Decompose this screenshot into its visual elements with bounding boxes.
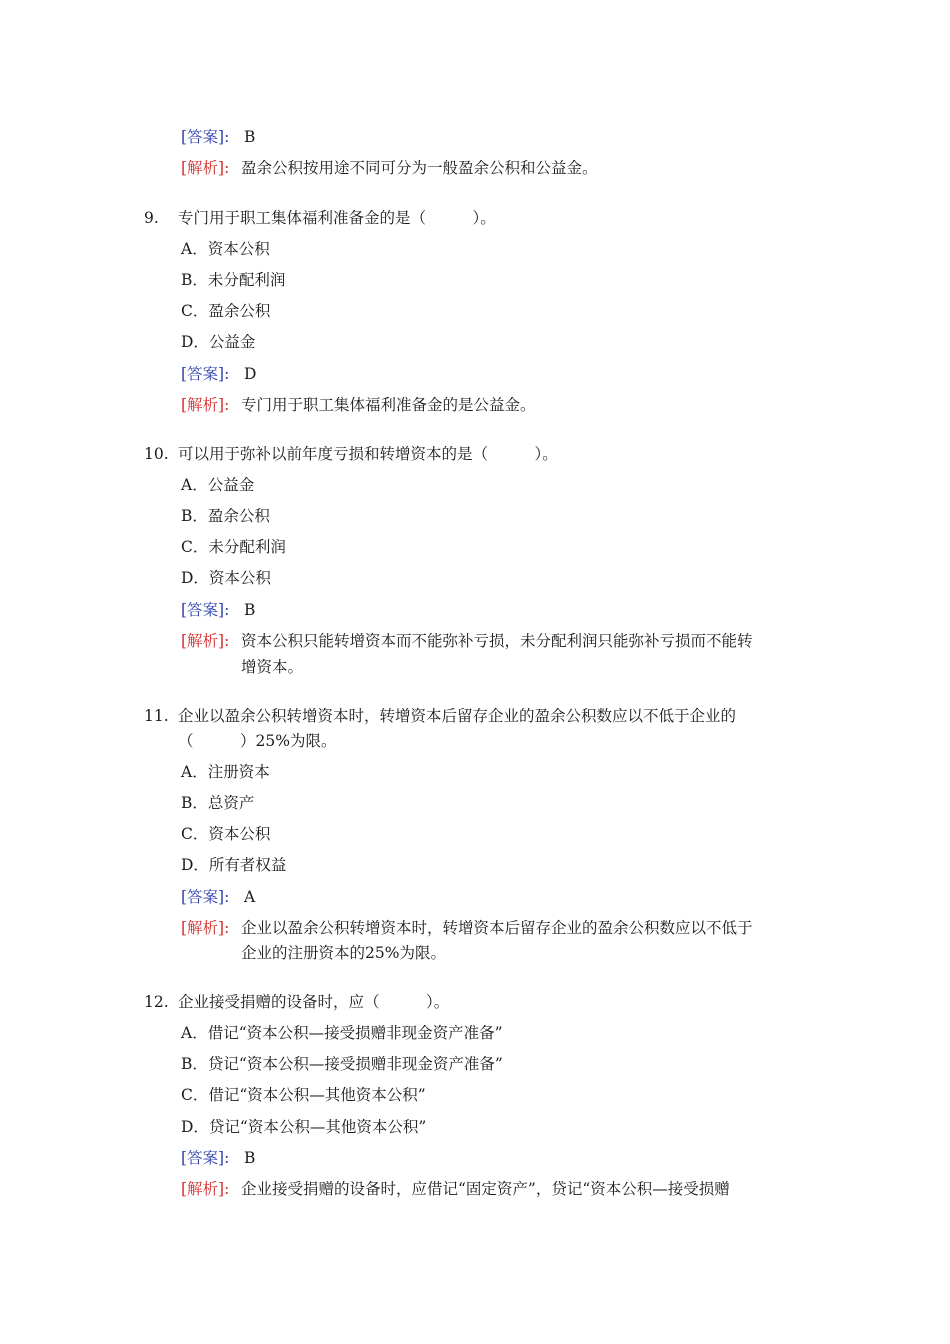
answer-value: B bbox=[244, 1149, 256, 1167]
explanation-text-line2: 企业的注册资本的25%为限。 bbox=[241, 944, 446, 962]
answer-value: D bbox=[244, 365, 257, 383]
option-a: A．公益金 bbox=[181, 476, 255, 494]
option-a: A．注册资本 bbox=[181, 763, 270, 781]
question-text-line2: （ ）25%为限。 bbox=[178, 732, 337, 750]
explanation-tag: [解析]: bbox=[181, 919, 230, 937]
answer-tag: [答案]: bbox=[181, 601, 230, 619]
question-number: 12. bbox=[144, 993, 169, 1011]
question-number: 9. bbox=[144, 209, 159, 227]
question-number: 11. bbox=[144, 707, 169, 725]
explanation-text-line2: 增资本。 bbox=[241, 658, 304, 676]
option-c: C．盈余公积 bbox=[181, 302, 271, 320]
option-b: B．贷记“资本公积—接受损赠非现金资产准备” bbox=[181, 1055, 503, 1073]
question-text: 可以用于弥补以前年度亏损和转增资本的是（ ）。 bbox=[178, 445, 558, 463]
option-b: B．总资产 bbox=[181, 794, 255, 812]
option-a: A．资本公积 bbox=[181, 240, 270, 258]
option-c: C．资本公积 bbox=[181, 825, 271, 843]
question-number: 10. bbox=[144, 445, 169, 463]
explanation-text: 专门用于职工集体福利准备金的是公益金。 bbox=[241, 396, 536, 414]
explanation-tag: [解析]: bbox=[181, 396, 230, 414]
answer-tag: [答案]: bbox=[181, 888, 230, 906]
option-a: A．借记“资本公积—接受损赠非现金资产准备” bbox=[181, 1024, 503, 1042]
option-d: D．资本公积 bbox=[181, 569, 271, 587]
explanation-text-line1: 资本公积只能转增资本而不能弥补亏损，未分配利润只能弥补亏损而不能转 bbox=[241, 632, 753, 650]
option-d: D．所有者权益 bbox=[181, 856, 287, 874]
explanation-tag: [解析]: bbox=[181, 159, 230, 177]
question-text-line1: 企业以盈余公积转增资本时，转增资本后留存企业的盈余公积数应以不低于企业的 bbox=[178, 707, 737, 725]
question-text: 专门用于职工集体福利准备金的是（ ）。 bbox=[178, 209, 496, 227]
explanation-tag: [解析]: bbox=[181, 1180, 230, 1198]
explanation-tag: [解析]: bbox=[181, 632, 230, 650]
answer-value: B bbox=[244, 128, 256, 146]
explanation-text: 盈余公积按用途不同可分为一般盈余公积和公益金。 bbox=[241, 159, 598, 177]
question-text: 企业接受捐赠的设备时，应（ ）。 bbox=[178, 993, 450, 1011]
option-b: B．盈余公积 bbox=[181, 507, 270, 525]
answer-tag: [答案]: bbox=[181, 128, 230, 146]
option-c: C．未分配利润 bbox=[181, 538, 286, 556]
explanation-text-line1: 企业以盈余公积转增资本时，转增资本后留存企业的盈余公积数应以不低于 bbox=[241, 919, 753, 937]
answer-tag: [答案]: bbox=[181, 1149, 230, 1167]
answer-tag: [答案]: bbox=[181, 365, 230, 383]
option-c: C．借记“资本公积—其他资本公积” bbox=[181, 1086, 426, 1104]
answer-value: B bbox=[244, 601, 256, 619]
option-d: D．公益金 bbox=[181, 333, 256, 351]
explanation-text-line1: 企业接受捐赠的设备时，应借记“固定资产”，贷记“资本公积—接受损赠 bbox=[241, 1180, 730, 1198]
answer-value: A bbox=[244, 888, 256, 906]
option-d: D．贷记“资本公积—其他资本公积” bbox=[181, 1118, 427, 1136]
option-b: B．未分配利润 bbox=[181, 271, 286, 289]
